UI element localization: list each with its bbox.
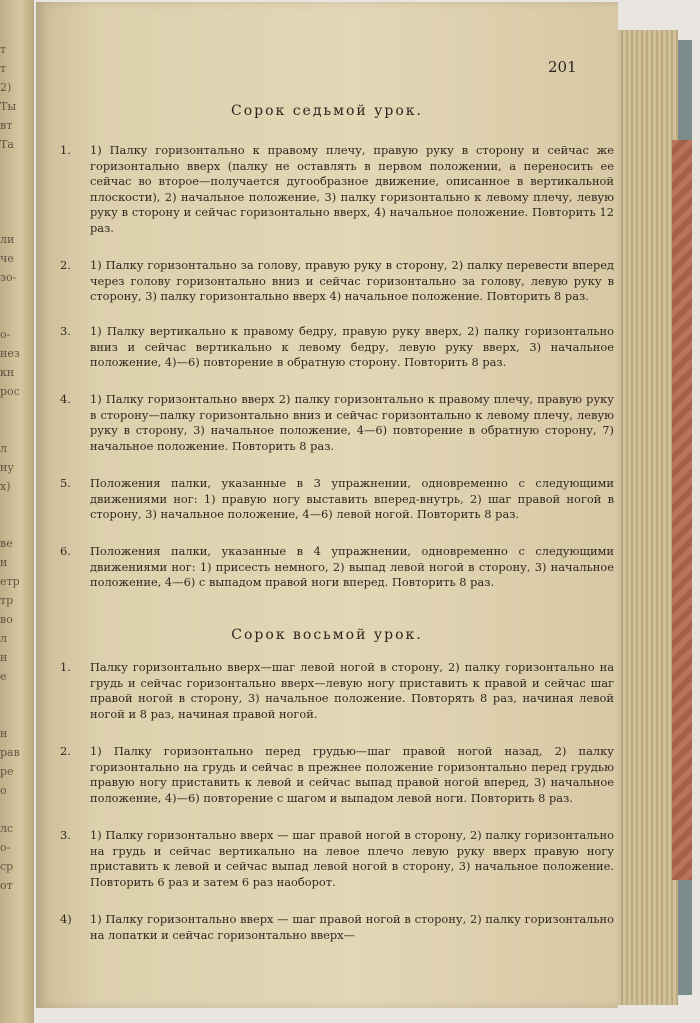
exercise-number: 2.: [60, 744, 71, 758]
exercise-number: 1.: [60, 143, 71, 157]
exercise-text: Палку горизонтально вверх—шаг левой ногой в сторону, 2) палку горизонтально на грудь и сейчас горизонтально вверх—левую ногу приставить к правой и сейчас шаг правой ногой в сторону, 3) начальное положение. Повторять 8 раз, начиная левой ногой и 8 раз, начиная правой ногой.: [90, 660, 614, 721]
exercise-number: 4.: [60, 392, 71, 406]
page-number: 201: [548, 58, 577, 76]
exercise-text: 1) Палку горизонтально вверх — шаг правой ногой в сторону, 2) палку горизонтально на лопатки и сейчас горизонтально вверх—: [90, 912, 614, 942]
exercise-text: Положения палки, указанные в 3 упражнении, одновременно с следующими движениями ног: 1) правую ногу выставить вперед-внутрь, 2) шаг правой ногой в сторону, 3) начальное положение, 4—6) левой ногой. Повторить 8 раз.: [90, 476, 614, 521]
exercise-number: 3.: [60, 828, 71, 842]
exercise-text: 1) Палку горизонтально вверх — шаг правой ногой в сторону, 2) палку горизонтально на грудь и сейчас вертикально на левое плечо левую руку вверх правую ногу приставить к левой и сейчас выпад левой ногой в сторону, 3) начальное положение. Повторить 6 раз и затем 6 раз наоборот.: [90, 828, 614, 889]
left-page-margin-text: т т 2) Ты вт Та ли че зо- о- нез кн рос л ну х) ве н етр тр во л н е н рав ре о лс о- ср от: [0, 43, 20, 892]
exercise-text: Положения палки, указанные в 4 упражнении, одновременно с следующими движениями ног: 1) присесть немного, 2) выпад левой ногой в сторону, 3) начальное положение, 4—6) с выпадом правой ноги вперед. Повторить 8 раз.: [90, 544, 614, 589]
cover-decorative-stripe: [672, 140, 692, 880]
exercise-text: 1) Палку горизонтально вверх 2) палку горизонтально к правому плечу, правую руку в сторону—палку горизонтально вниз и сейчас горизонтально к левому плечу, левую руку в сторону, 3) начальное положение, 4—6) повторение в обратную сторону, 7) начальное положение. Повторить 8 раз.: [90, 392, 614, 453]
exercise-number: 1.: [60, 660, 71, 674]
exercise-text: 1) Палку горизонтально за голову, правую руку в сторону, 2) палку перевести вперед через голову горизонтально вниз и сейчас горизонтально за голову, левую руку в сторону, 3) палку горизонтально вверх 4) начальное положение. Повторить 8 раз.: [90, 258, 614, 303]
exercise-text: 1) Палку горизонтально к правому плечу, правую руку в сторону и сейчас же горизонтально вверх (палку не оставлять в первом положении, а переносить ее сейчас во второе—получается дугообразное движение, описанное в вертикальной плоскости), 2) начальное положение, 3) палку горизонтально к левому плечу, левую руку в сторону и сейчас горизонтально вверх, 4) начальное положение. Повторить 12 раз.: [90, 143, 614, 235]
exercise-number: 2.: [60, 258, 71, 272]
left-page-edge: [0, 0, 34, 1023]
lesson-48-title: Сорок восьмой урок.: [231, 627, 423, 643]
exercise-number: 5.: [60, 476, 71, 490]
exercise-number: 3.: [60, 324, 71, 338]
exercise-text: 1) Палку вертикально к правому бедру, правую руку вверх, 2) палку горизонтально вниз и сейчас вертикально к левому бедру, левую руку вверх, 3) начальное положение, 4)—6) повторение в обратную сторону. Повторить 8 раз.: [90, 324, 614, 369]
exercise-number: 4): [60, 912, 72, 926]
lesson-47-title: Сорок седьмой урок.: [230, 103, 424, 119]
exercise-number: 6.: [60, 544, 71, 558]
page-block-edge: [618, 30, 678, 1005]
exercise-text: 1) Палку горизонтально перед грудью—шаг правой ногой назад, 2) палку горизонтально на грудь и сейчас в прежнее положение горизонтально перед грудью правую ногу приставить к левой и сейчас выпад правой ногой вперед, 3) начальное положение, 4)—6) повторение с шагом и выпадом левой ноги. Повторить 8 раз.: [90, 744, 614, 805]
